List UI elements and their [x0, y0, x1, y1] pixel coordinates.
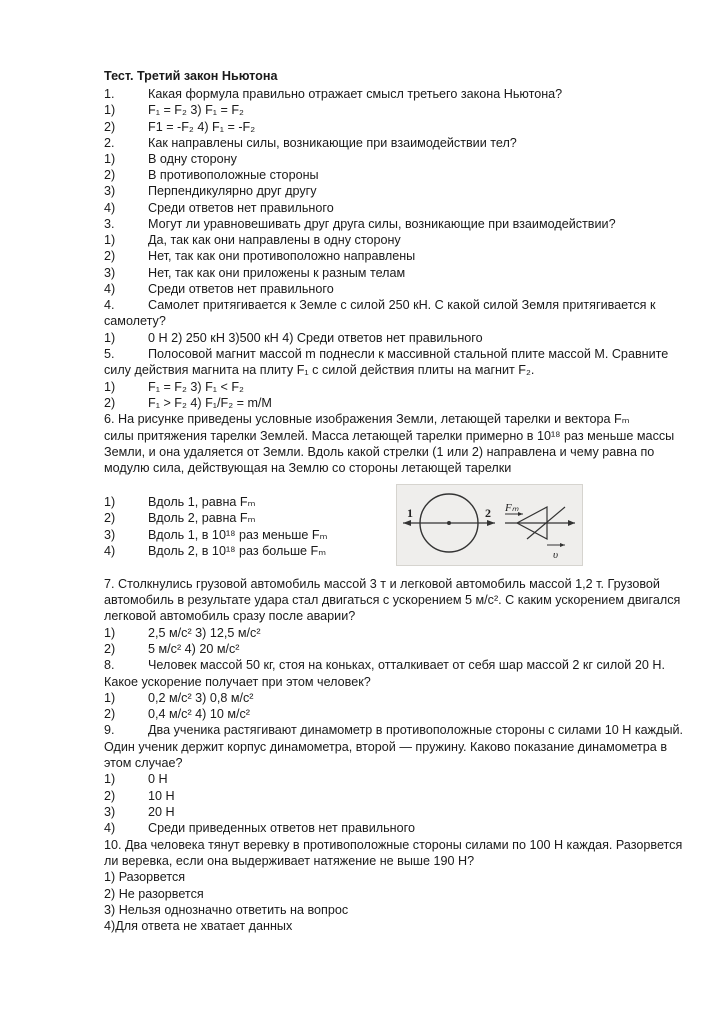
- question-4-answers: 1) 0 Н 2) 250 кН 3)500 кН 4) Среди ответов нет правильного: [104, 331, 483, 345]
- question-2-option: 4) Среди ответов нет правильного: [104, 201, 334, 215]
- question-5-continued: силу действия магнита на плиту F₁ с силой действия плиты на магнит F₂.: [104, 363, 535, 377]
- question-6-option: 1) Вдоль 1, равна Fₘ: [104, 495, 256, 509]
- question-10-line: ли веревка, если она выдерживает натяжение не выше 190 Н?: [104, 854, 475, 868]
- question-9-continued: этом случае?: [104, 756, 183, 770]
- question-5-answers-a: 1) F₁ = F₂ 3) F₁ < F₂: [104, 380, 244, 394]
- question-7-line: 7. Столкнулись грузовой автомобиль массой 3 т и легковой автомобиль массой 1,2 т. Грузовой: [104, 577, 660, 591]
- question-5: 5. Полосовой магнит массой m поднесли к массивной стальной плите массой M. Сравните: [104, 347, 669, 361]
- question-8-answers-b: 2) 0,4 м/с² 4) 10 м/с²: [104, 707, 251, 721]
- question-10-line: 10. Два человека тянут веревку в противоположные стороны силами по 100 Н каждая. Разорвется: [104, 838, 683, 852]
- question-6-line: 6. На рисунке приведены условные изображения Земли, летающей тарелки и вектора Fₘ: [104, 412, 630, 426]
- question-7-answers-b: 2) 5 м/с² 4) 20 м/с²: [104, 642, 240, 656]
- arrow-2-label: 2: [485, 506, 491, 520]
- figure-drawing: [397, 485, 582, 565]
- question-8: 8. Человек массой 50 кг, стоя на коньках, отталкивает от себя шар массой 2 кг силой 20 Н.: [104, 658, 665, 672]
- question-9-option: 4) Среди приведенных ответов нет правильного: [104, 821, 415, 835]
- question-3: 3. Могут ли уравновешивать друг друга силы, возникающие при взаимодействии?: [104, 217, 616, 231]
- question-6-line: модулю сила, действующая на Землю со стороны летающей тарелки: [104, 461, 512, 475]
- question-10-option: 1) Разорвется: [104, 870, 186, 884]
- question-9-continued: Один ученик держит корпус динамометра, второй — пружину. Каково показание динамометра в: [104, 740, 668, 754]
- question-3-option: 1) Да, так как они направлены в одну сторону: [104, 233, 401, 247]
- question-4-continued: самолету?: [104, 314, 166, 328]
- question-8-continued: Какое ускорение получает при этом человек?: [104, 675, 371, 689]
- v-label: υ: [553, 549, 559, 561]
- question-3-option: 4) Среди ответов нет правильного: [104, 282, 334, 296]
- fm-label: Fₘ: [505, 502, 519, 514]
- question-9-option: 2) 10 Н: [104, 789, 175, 803]
- arrow-1-label: 1: [407, 506, 413, 520]
- question-10-option: 4)Для ответа не хватает данных: [104, 919, 293, 933]
- arrow-1-head-icon: [403, 520, 411, 526]
- question-7-line: легковой автомобиль сразу после аварии?: [104, 609, 356, 623]
- question-1-answers-a: 1) F₁ = F₂ 3) F₁ = F₂: [104, 103, 244, 117]
- question-7-line: автомобиль в результате удара стал двигаться с ускорением 5 м/с². С каким ускорением двигался: [104, 593, 681, 607]
- question-10-option: 3) Нельзя однозначно ответить на вопрос: [104, 903, 349, 917]
- question-8-answers-a: 1) 0,2 м/с² 3) 0,8 м/с²: [104, 691, 254, 705]
- question-6-option: 4) Вдоль 2, в 10¹⁸ раз больше Fₘ: [104, 544, 327, 558]
- question-3-option: 3) Нет, так как они приложены к разным телам: [104, 266, 406, 280]
- question-2: 2. Как направлены силы, возникающие при взаимодействии тел?: [104, 136, 517, 150]
- question-9-option: 3) 20 Н: [104, 805, 175, 819]
- question-5-answers-b: 2) F₁ > F₂ 4) F₁/F₂ = m/M: [104, 396, 272, 410]
- question-7-answers-a: 1) 2,5 м/с² 3) 12,5 м/с²: [104, 626, 261, 640]
- question-9: 9. Два ученика растягивают динамометр в противоположные стороны с силами 10 Н каждый.: [104, 723, 684, 737]
- test-title: Тест. Третий закон Ньютона: [104, 69, 278, 83]
- question-2-option: 1) В одну сторону: [104, 152, 237, 166]
- question-6-line: силы притяжения тарелки Землей. Масса летающей тарелки примерно в 10¹⁸ раз меньше массы: [104, 429, 675, 443]
- arrow-2-head-icon: [487, 520, 495, 526]
- question-1: 1. Какая формула правильно отражает смысл третьего закона Ньютона?: [104, 87, 563, 101]
- question-9-option: 1) 0 Н: [104, 772, 168, 786]
- question-6-option: 2) Вдоль 2, равна Fₘ: [104, 511, 256, 525]
- v-vector-head-icon: [560, 543, 565, 547]
- question-4: 4. Самолет притягивается к Земле с силой 250 кН. С какой силой Земля притягивается к: [104, 298, 656, 312]
- question-3-option: 2) Нет, так как они противоположно направлены: [104, 249, 416, 263]
- question-2-option: 3) Перпендикулярно друг другу: [104, 184, 317, 198]
- fm-vector-head-icon: [518, 512, 523, 516]
- question-10-option: 2) Не разорвется: [104, 887, 204, 901]
- question-6-line: Земли, и она удаляется от Земли. Вдоль какой стрелки (1 или 2) направлена и чему равна по: [104, 445, 655, 459]
- saucer-arrow-head-icon: [568, 520, 575, 526]
- question-1-answers-b: 2) F1 = -F₂ 4) F₁ = -F₂: [104, 120, 256, 134]
- question-6-option: 3) Вдоль 1, в 10¹⁸ раз меньше Fₘ: [104, 528, 328, 542]
- earth-saucer-figure: [396, 484, 583, 566]
- question-2-option: 2) В противоположные стороны: [104, 168, 319, 182]
